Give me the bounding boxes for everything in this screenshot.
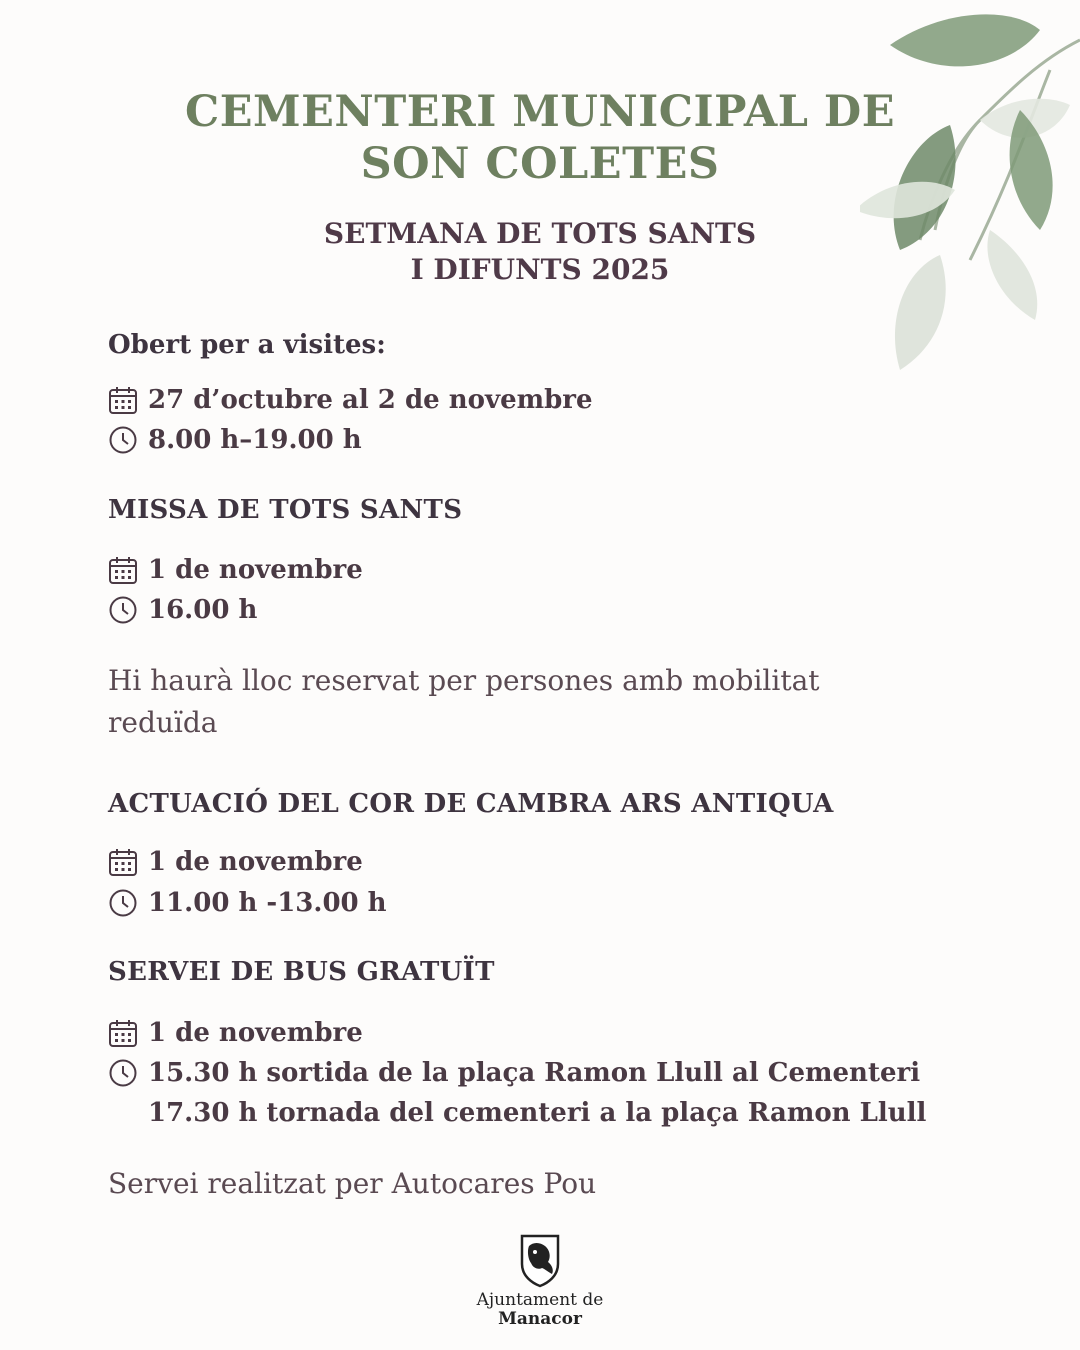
page-subtitle: [0, 216, 1080, 288]
visits-date: 27 d’octubre al 2 de novembre: [148, 385, 593, 415]
bus-time-row-1: [108, 1053, 920, 1093]
bus-time-row-2: [108, 1093, 926, 1133]
bus-time-return: 17.30 h tornada del cementeri a la plaça Ramon Llull: [148, 1098, 927, 1128]
choir-date-row: [108, 842, 363, 882]
visits-date-row: [108, 380, 593, 420]
calendar-icon: [108, 1018, 138, 1048]
clock-icon: [108, 425, 138, 455]
page-title: [0, 86, 1080, 190]
mass-time-row: [108, 590, 257, 630]
calendar-icon: [108, 847, 138, 877]
mass-time: 16.00 h: [148, 595, 258, 625]
logo-text-ajuntament: Ajuntament de: [476, 1290, 604, 1310]
bus-heading: SERVEI DE BUS GRATUÏT: [108, 957, 495, 987]
choir-heading: ACTUACIÓ DEL COR DE CAMBRA ARS ANTIQUA: [108, 789, 834, 819]
visits-time-row: [108, 420, 362, 460]
ajuntament-logo: [0, 1232, 1080, 1328]
mass-note: Hi haurà lloc reservat per persones amb mobilitat reduïda: [108, 664, 820, 739]
clock-icon: [108, 595, 138, 625]
bus-time-outbound: 15.30 h sortida de la plaça Ramon Llull al Cementeri: [148, 1058, 921, 1088]
choir-time: 11.00 h -13.00 h: [148, 888, 387, 918]
mass-heading: MISSA DE TOTS SANTS: [108, 495, 463, 525]
choir-time-row: [108, 883, 387, 923]
clock-icon: [108, 1058, 138, 1088]
subtitle-line-2: I DIFUNTS 2025: [410, 253, 670, 286]
bus-date: 1 de novembre: [148, 1018, 363, 1048]
title-line-1: CEMENTERI MUNICIPAL DE: [185, 87, 895, 137]
eucalyptus-leaves-decoration: [860, 0, 1080, 390]
mass-date-row: [108, 550, 363, 590]
manacor-shield-icon: [518, 1232, 562, 1288]
bus-note: Servei realitzat per Autocares Pou: [108, 1167, 597, 1200]
calendar-icon: [108, 555, 138, 585]
logo-text-manacor: Manacor: [498, 1309, 582, 1329]
subtitle-line-1: SETMANA DE TOTS SANTS: [323, 217, 757, 250]
choir-date: 1 de novembre: [148, 847, 363, 877]
bus-date-row: [108, 1013, 363, 1053]
mass-date: 1 de novembre: [148, 555, 363, 585]
visits-time: 8.00 h–19.00 h: [148, 425, 362, 455]
visits-lead: Obert per a visites:: [108, 330, 386, 360]
clock-icon: [108, 888, 138, 918]
title-line-2: SON COLETES: [360, 139, 720, 189]
calendar-icon: [108, 385, 138, 415]
